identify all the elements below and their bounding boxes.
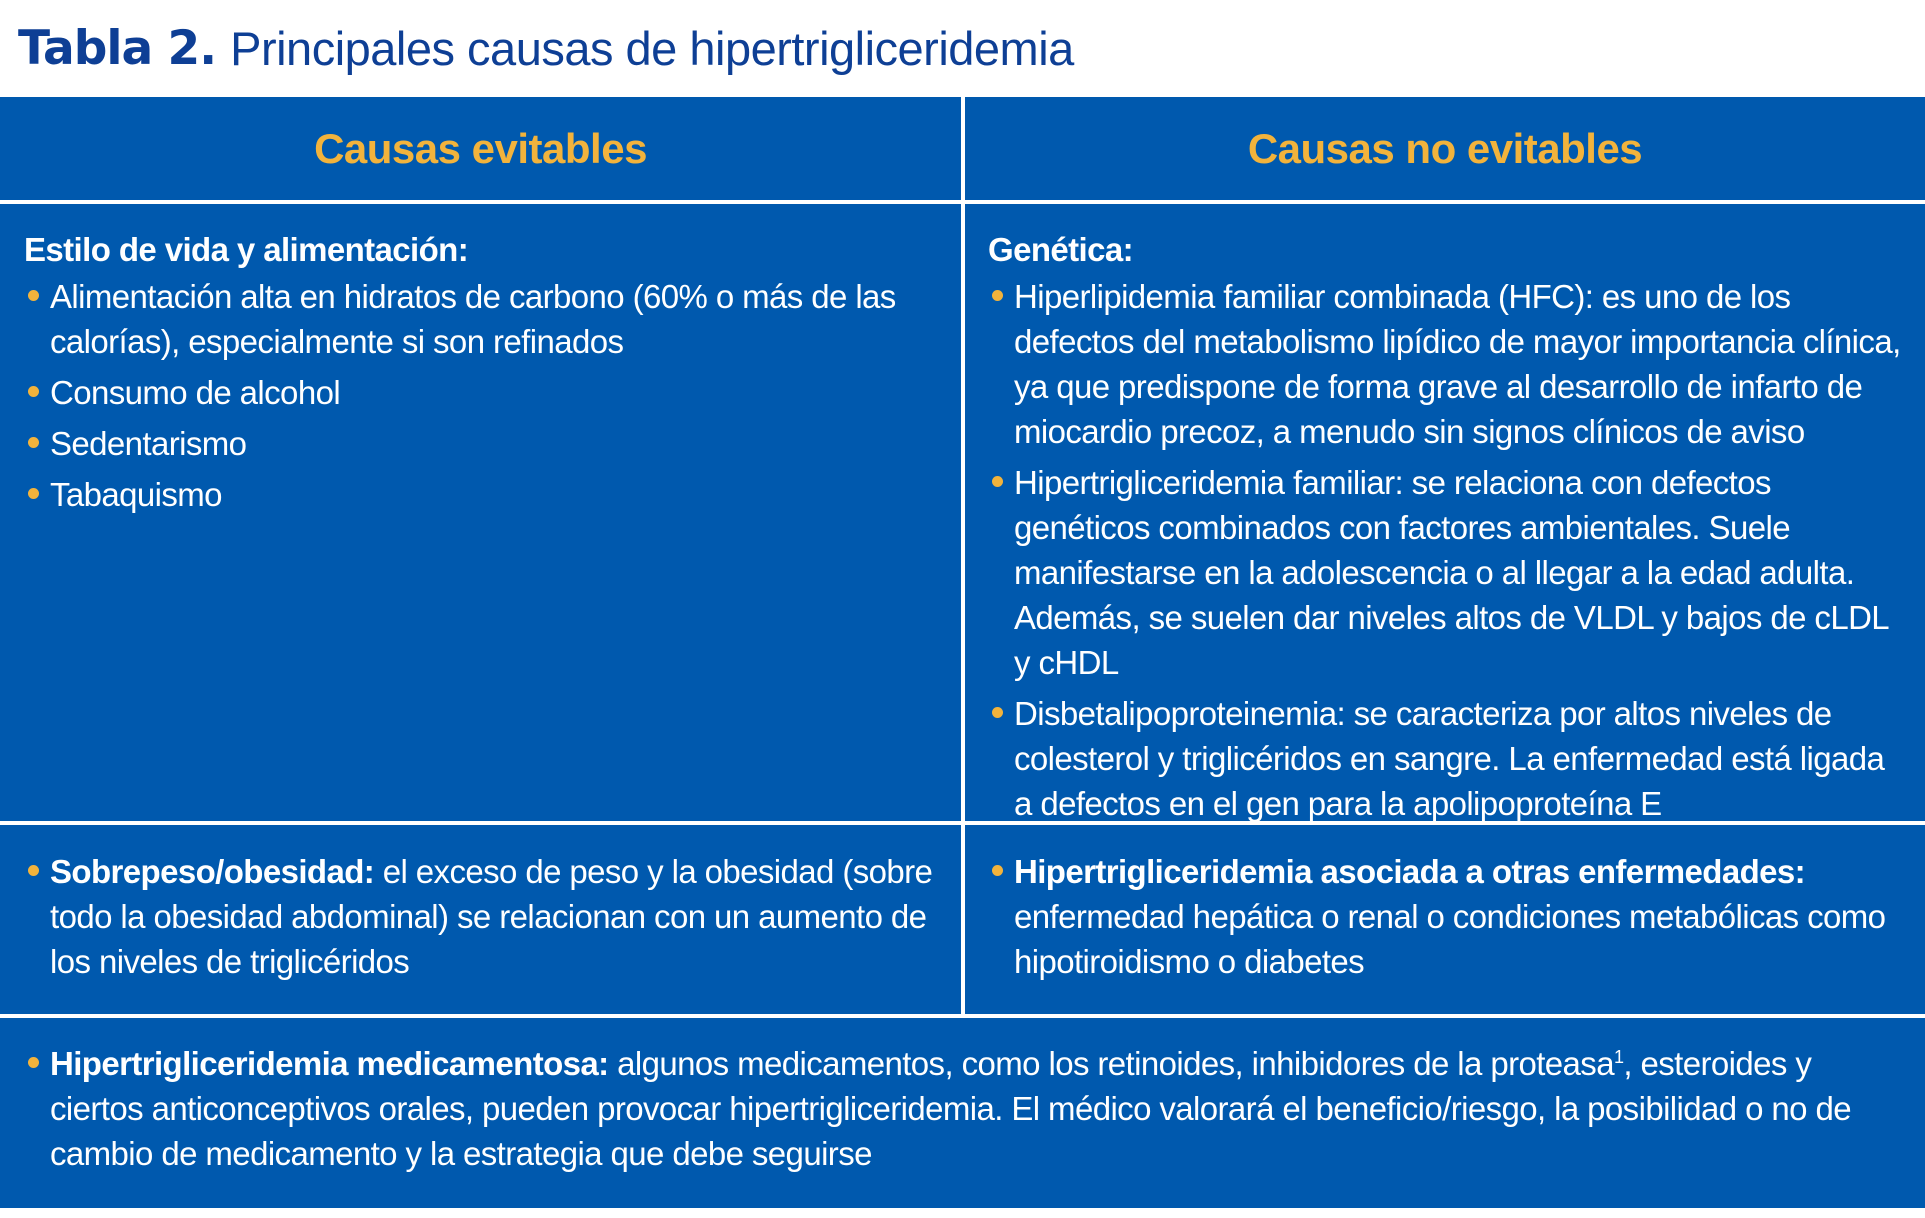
list-item [988, 849, 1908, 984]
bullet-icon [28, 437, 39, 448]
reference-superscript: 1 [1613, 1047, 1624, 1067]
list-item: Tabaquismo [24, 472, 949, 517]
list-item: Hiperlipidemia familiar combinada (HFC): es uno de los defectos del metabolismo lipídico de mayor importancia clínica, ya que predispone de forma grave al desarrollo de infarto de miocardio precoz, a menudo sin signos clínicos de aviso [988, 274, 1908, 454]
bullet-icon [992, 865, 1003, 876]
list-item: Alimentación alta en hidratos de carbono (60% o más de las calorías), especialmente si son refinados [24, 274, 949, 364]
list-item [24, 1041, 1904, 1176]
genetics-list [988, 274, 1908, 826]
header-unavoidable-causes: Causas no evitables [1247, 124, 1643, 172]
medication-text-a: algunos medicamentos, como los retinoides, inhibidores de la proteasa [608, 1045, 1614, 1082]
bullet-icon [28, 488, 39, 499]
list-item: Sedentarismo [24, 421, 949, 466]
medication-text-b: , esteroides y ciertos anticonceptivos orales, pueden provocar hipertrigliceridemia. El médico valorará el beneficio/riesgo, la posibilidad o no de cambio de medicamento y la estrategia que debe seguirse [50, 1045, 1851, 1172]
genetics-cell [988, 227, 1908, 832]
lifestyle-cell [24, 227, 949, 523]
list-item: Disbetalipoproteinemia: se caracteriza por altos niveles de colesterol y triglicéridos en sangre. La enfermedad está ligada a defectos en el gen para la apolipoproteína E [988, 691, 1908, 826]
medication-cell [24, 1041, 1904, 1182]
list-item: Hipertrigliceridemia familiar: se relaciona con defectos genéticos combinados con factores ambientales. Suele manifestarse en la adolescencia o al llegar a la edad adulta. Además, se suelen dar niveles altos de VLDL y bajos de cLDL y cHDL [988, 460, 1908, 685]
bullet-icon [28, 290, 39, 301]
bullet-icon [992, 290, 1003, 301]
associated-diseases-text: enfermedad hepática o renal o condiciones metabólicas como hipotiroidismo o diabetes [1014, 898, 1886, 980]
table-title-text: Principales causas de hipertrigliceridemia [230, 22, 1074, 75]
associated-diseases-term: Hipertrigliceridemia asociada a otras enfermedades: [1014, 853, 1806, 890]
list-item: Consumo de alcohol [24, 370, 949, 415]
header-avoidable-causes: Causas evitables [314, 124, 647, 172]
row2-divider [0, 1014, 1925, 1018]
overweight-cell [24, 849, 944, 990]
bullet-icon [28, 1057, 39, 1068]
bullet-icon [28, 865, 39, 876]
causes-table [0, 97, 1925, 1208]
lifestyle-list [24, 274, 949, 517]
bullet-icon [992, 476, 1003, 487]
associated-diseases-cell [988, 849, 1908, 990]
column-divider [961, 97, 965, 1018]
medication-term: Hipertrigliceridemia medicamentosa: [50, 1045, 609, 1082]
lifestyle-heading: Estilo de vida y alimentación: [24, 231, 469, 268]
genetics-heading: Genética: [988, 231, 1133, 268]
overweight-text: el exceso de peso y la obesidad (sobre todo la obesidad abdominal) se relacionan con un aumento de los niveles de triglicéridos [50, 853, 933, 980]
list-item [24, 849, 944, 984]
overweight-term: Sobrepeso/obesidad: [50, 853, 375, 890]
bullet-icon [28, 386, 39, 397]
table-title [0, 0, 1925, 97]
header-divider [0, 200, 1925, 204]
table-number-label: Tabla 2. [18, 21, 217, 76]
bullet-icon [992, 707, 1003, 718]
